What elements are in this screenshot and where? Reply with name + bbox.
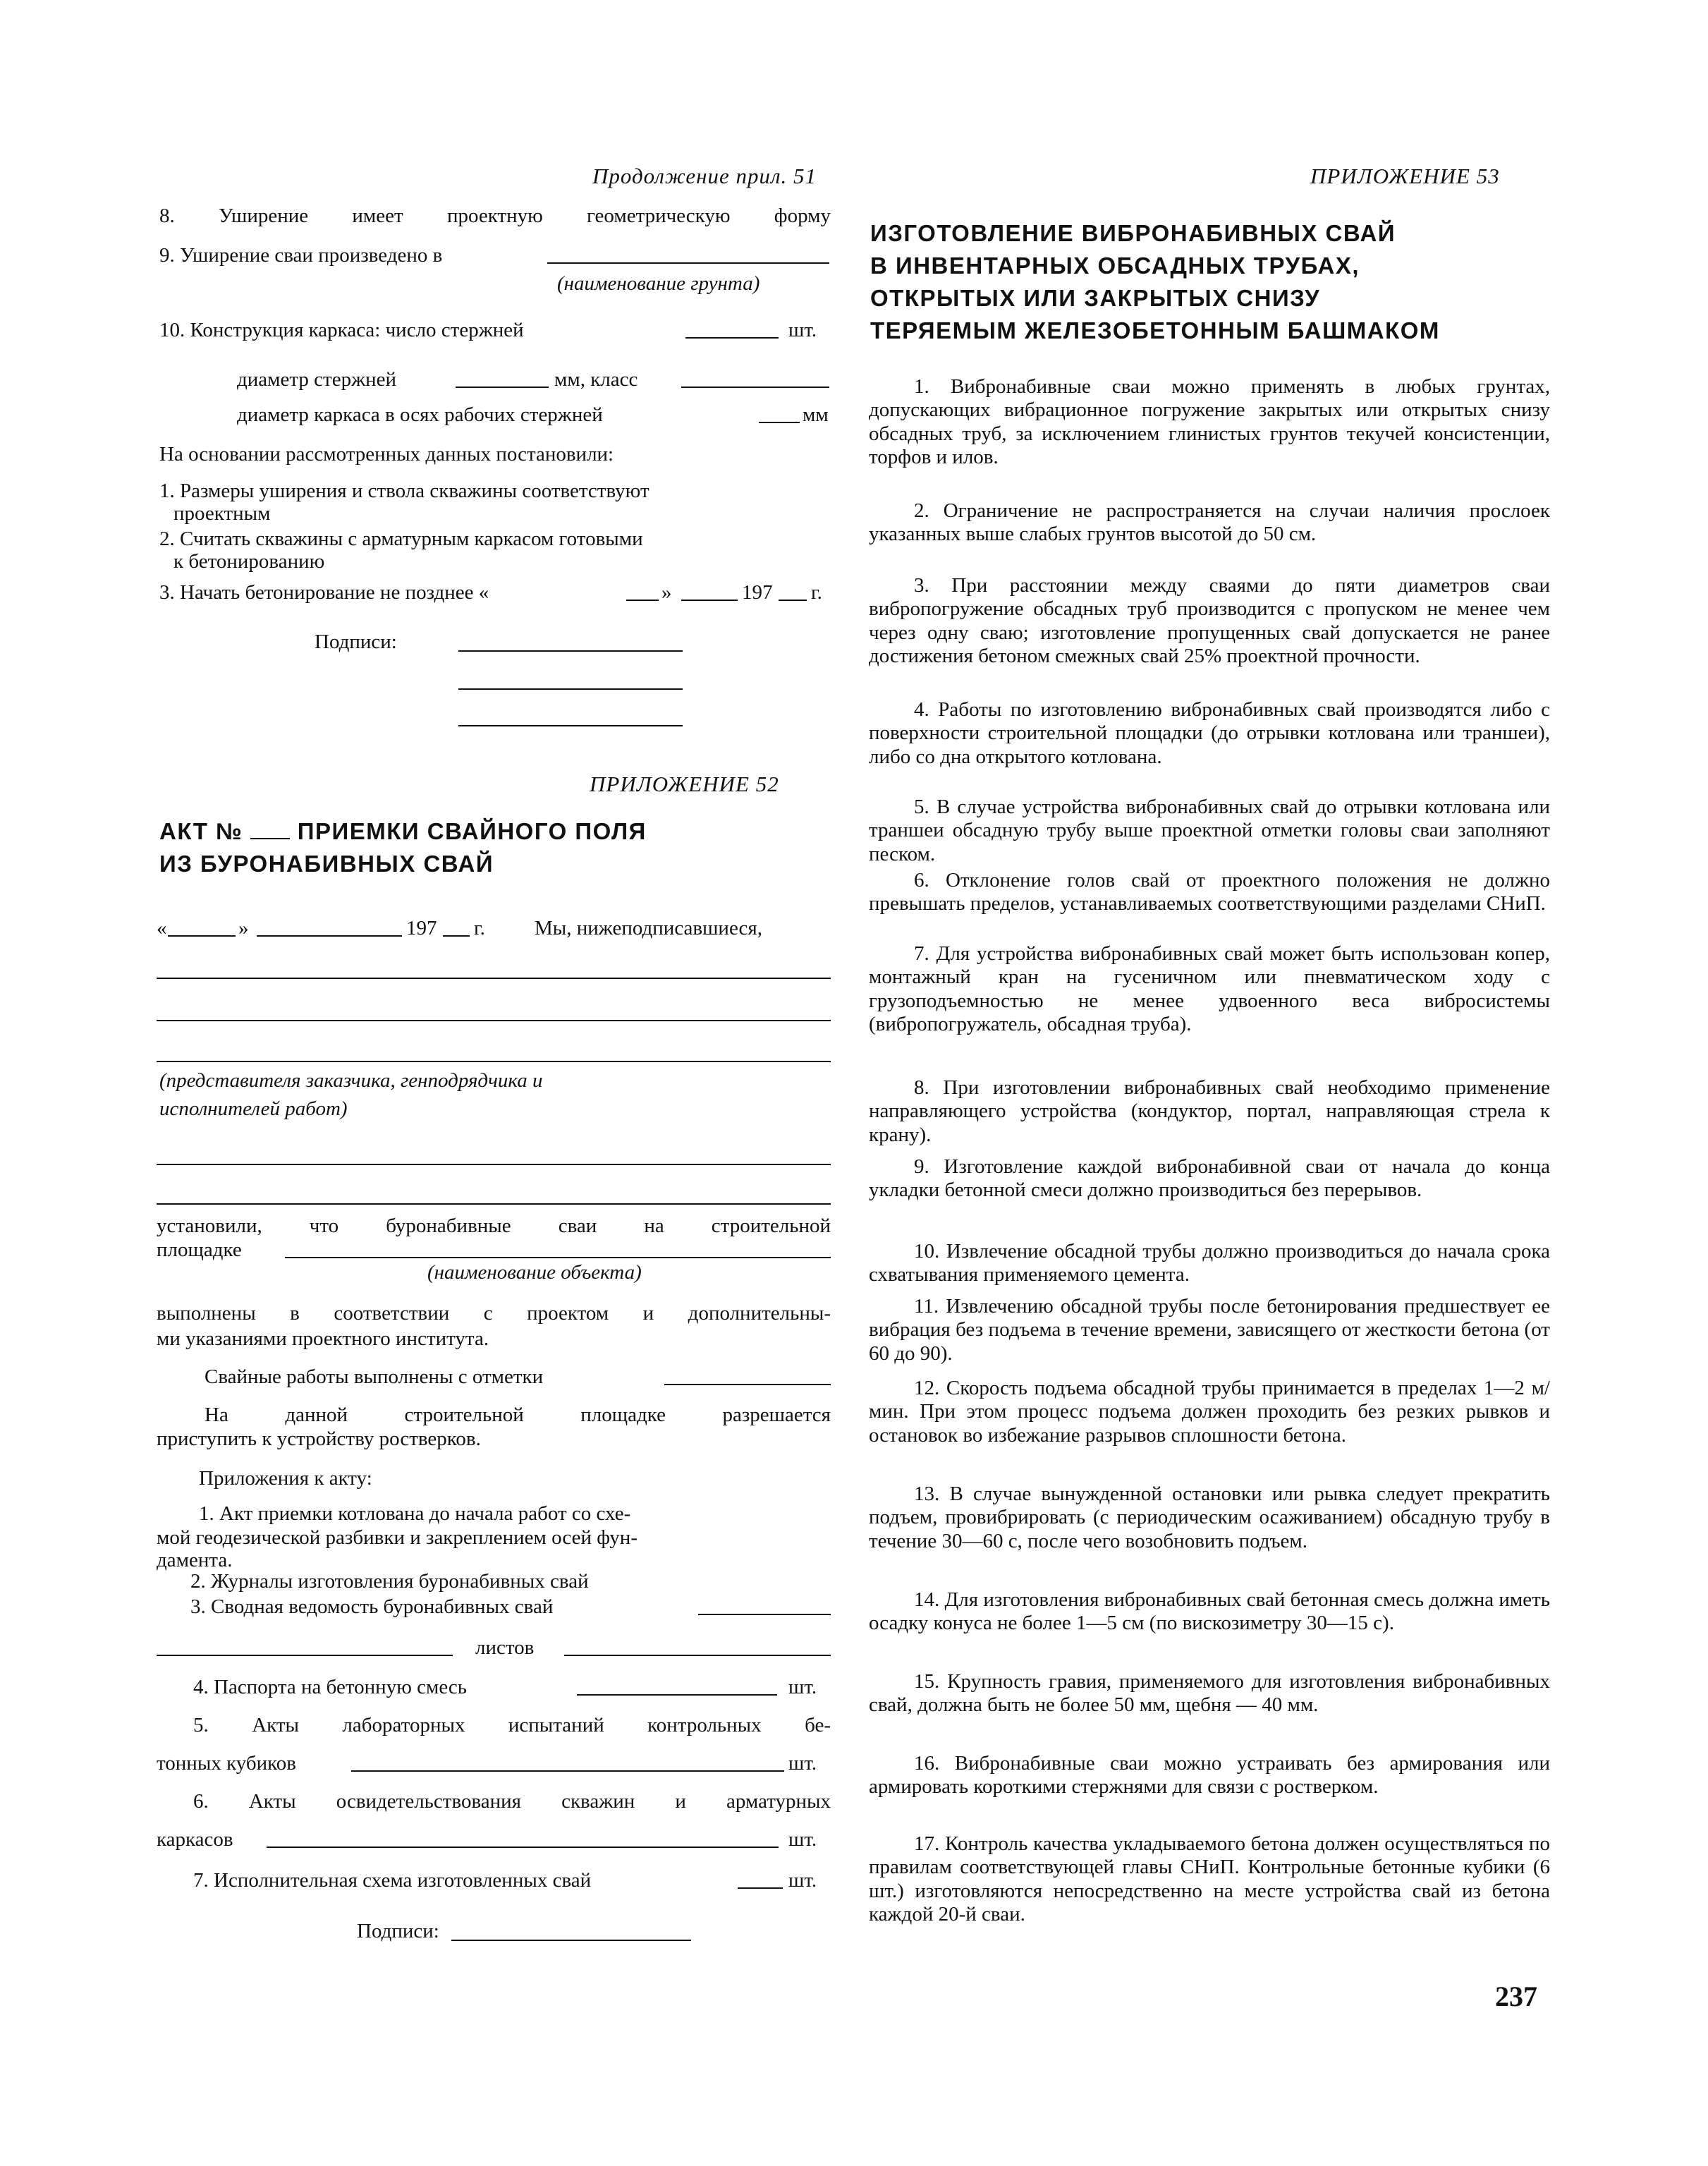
date-g: г. [474, 917, 485, 939]
unit-sht-5: шт. [788, 1752, 817, 1775]
paragraph-8: 8. При изготовлении вибронабивных свай необходимо применение направляющего устройства (кондуктор, портал, направляющая стрела к крану). [869, 1076, 1550, 1146]
object-note: (наименование объекта) [427, 1261, 642, 1284]
appendix-52-title-2: ИЗ БУРОНАБИВНЫХ СВАЙ [159, 851, 494, 877]
mm-class-label: мм, класс [554, 368, 638, 391]
appendix-53-title-2: В ИНВЕНТАРНЫХ ОБСАДНЫХ ТРУБАХ, [870, 253, 1360, 279]
annexes-header: Приложения к акту: [199, 1467, 372, 1490]
item-9-note: (наименование грунта) [557, 272, 760, 295]
representatives-line-2[interactable] [157, 1020, 831, 1021]
unit-sht-6: шт. [788, 1828, 817, 1851]
annex-1-line-1: 1. Акт приемки котлована до начала работ со схе- [199, 1502, 631, 1525]
date-month-blank[interactable] [257, 935, 402, 937]
established-line-2: площадке [157, 1239, 242, 1261]
continuation-header: Продолжение прил. 51 [592, 164, 817, 188]
date-year: 197 [406, 917, 437, 939]
undersigned-text: Мы, нижеподписавшиеся, [535, 917, 763, 939]
frame-diameter-blank[interactable] [759, 422, 800, 423]
appendix-53-title-1: ИЗГОТОВЛЕНИЕ ВИБРОНАБИВНЫХ СВАЙ [870, 220, 1396, 246]
annex-2: 2. Журналы изготовления буронабивных свай [190, 1570, 589, 1593]
annex-4: 4. Паспорта на бетонную смесь [193, 1676, 468, 1698]
date-year-blank[interactable] [443, 935, 470, 937]
site-name-blank[interactable] [285, 1257, 831, 1258]
permit-line-1: На данной строительной площадке разрешается [205, 1404, 831, 1426]
act-number-label: АКТ № [159, 818, 243, 844]
decision-3-year: 197 [742, 581, 773, 604]
representatives-line-1[interactable] [157, 978, 831, 979]
paragraph-2: 2. Ограничение не распространяется на случаи наличия прослоек указанных выше слабых грунтов высотой до 50 см. [869, 499, 1550, 546]
performed-line-1: выполнены в соответствии с проектом и дополнительны- [157, 1302, 831, 1325]
annex-1-line-3: дамента. [157, 1549, 233, 1571]
date-open-quote: « [157, 917, 167, 939]
decision-2: 2. Считать скважины с арматурным каркасом готовыми [159, 528, 643, 550]
representatives-line-5[interactable] [157, 1203, 831, 1205]
decision-header: На основании рассмотренных данных постановили: [159, 443, 614, 466]
paragraph-14: 14. Для изготовления вибронабивных свай бетонная смесь должна иметь осадку конуса не более 1—5 см (по вискозиметру 30—15 с). [869, 1588, 1550, 1635]
act-title-rest: ПРИЕМКИ СВАЙНОГО ПОЛЯ [297, 818, 647, 844]
representatives-line-4[interactable] [157, 1164, 831, 1165]
decision-3-year-blank[interactable] [779, 600, 807, 601]
paragraph-7: 7. Для устройства вибронабивных свай может быть использован копер, монтажный кран на гусеничном или пневматическом ходу с грузоподъемностью не менее удвоенного веса вибросистемы (вибропогружатель, обсадная труба). [869, 942, 1550, 1036]
annex-7: 7. Исполнительная схема изготовленных свай [193, 1869, 592, 1892]
decision-2-cont: к бетонированию [173, 550, 325, 573]
signatures-label: Подписи: [315, 631, 397, 653]
frame-diameter-label: диаметр каркаса в осях рабочих стержней [237, 403, 603, 426]
paragraph-11: 11. Извлечению обсадной трубы после бетонирования предшествует ее вибрация без подъема в течение времени, зависящего от жесткости бетона (от 60 до 90). [869, 1295, 1550, 1365]
item-10-label: 10. Конструкция каркаса: число стержней [159, 319, 524, 341]
mm-label: мм [803, 403, 829, 426]
paragraph-13: 13. В случае вынужденной остановки или рывка следует прекратить подъем, провибрировать (с периодическим осаживанием) обсадную трубу в течение 30—60 с, после чего возобновить подъем. [869, 1483, 1550, 1552]
representatives-note-2: исполнителей работ) [159, 1097, 348, 1120]
rod-count-blank[interactable] [685, 337, 779, 339]
annex-4-blank[interactable] [577, 1694, 777, 1696]
unit-sht-4: шт. [788, 1676, 817, 1698]
annex-6-line-2: каркасов [157, 1828, 233, 1851]
paragraph-4: 4. Работы по изготовлению вибронабивных свай производятся либо с поверхности строительной площадки (до отрывки котлована или траншеи), либо со дна открытого котлована. [869, 698, 1550, 768]
decision-3-day-blank[interactable] [626, 600, 659, 601]
signature-line-2[interactable] [458, 688, 683, 690]
paragraph-9: 9. Изготовление каждой вибронабивной сваи от начала до конца укладки бетонной смеси должно производиться без перерывов. [869, 1155, 1550, 1202]
appendix-53-title-4: ТЕРЯЕМЫМ ЖЕЛЕЗОБЕТОННЫМ БАШМАКОМ [870, 317, 1440, 343]
decision-3-month-blank[interactable] [681, 600, 738, 601]
annex-5-line-1: 5. Акты лабораторных испытаний контрольных бе- [193, 1714, 831, 1736]
paragraph-12: 12. Скорость подъема обсадной трубы принимается в пределах 1—2 м/мин. При этом процесс подъема должен проходить без резких рывков и остановок во избежание разрывов сплошности бетона. [869, 1377, 1550, 1447]
date-day-blank[interactable] [168, 935, 236, 937]
rod-diameter-label: диаметр стержней [237, 368, 397, 391]
representatives-line-3[interactable] [157, 1061, 831, 1062]
annex-3-blank[interactable] [698, 1614, 831, 1615]
paragraph-17: 17. Контроль качества укладываемого бетона должен осуществляться по правилам соответствующей главы СНиП. Контрольные бетонные кубики (6 шт.) изготовляются непосредственно на месте устройства свай из бетона каждой 20-й сваи. [869, 1832, 1550, 1926]
paragraph-16: 16. Вибронабивные сваи можно устраивать без армирования или армировать короткими стержнями для связи с ростверком. [869, 1752, 1550, 1799]
act-number-blank[interactable] [250, 821, 290, 839]
item-9-label: 9. Уширение сваи произведено в [159, 244, 443, 267]
appendix-53-label: ПРИЛОЖЕНИЕ 53 [1310, 164, 1500, 188]
decision-1: 1. Размеры уширения и ствола скважины соответствуют [159, 480, 649, 502]
date-close-quote: » [238, 917, 249, 939]
annex-6-line-1: 6. Акты освидетельствования скважин и арматурных [193, 1790, 831, 1813]
appendix-52-title-1 [159, 815, 647, 848]
paragraph-6: 6. Отклонение голов свай от проектного положения не должно превышать пределов, устанавливаемых соответствующими разделами СНиП. [869, 869, 1550, 915]
decision-3: 3. Начать бетонирование не позднее « [159, 581, 489, 604]
paragraph-5: 5. В случае устройства вибронабивных свай до отрывки котлована или траншеи обсадную трубу выше проектной отметки головы сваи заполняют песком. [869, 796, 1550, 865]
page-number: 237 [1495, 1981, 1537, 2012]
paragraph-10: 10. Извлечение обсадной трубы должно производиться до начала срока схватывания применяемого цемента. [869, 1240, 1550, 1286]
signature-line-final[interactable] [451, 1940, 691, 1941]
annex-7-blank[interactable] [738, 1887, 783, 1889]
pile-mark-label: Свайные работы выполнены с отметки [205, 1365, 544, 1388]
decision-3-quote: » [661, 581, 672, 604]
annex-3: 3. Сводная ведомость буронабивных свай [190, 1595, 554, 1618]
annex-1-line-2: мой геодезической разбивки и закреплением осей фун- [157, 1526, 638, 1549]
annex-5-blank[interactable] [351, 1770, 784, 1772]
signature-line-3[interactable] [458, 725, 683, 726]
appendix-52-label: ПРИЛОЖЕНИЕ 52 [590, 772, 779, 796]
annex-6-blank[interactable] [267, 1846, 779, 1848]
sheets-label: листов [475, 1636, 535, 1659]
signature-line-1[interactable] [458, 650, 683, 652]
established-line-1: установили, что буронабивные сваи на строительной [157, 1215, 831, 1237]
decision-1-cont: проектным [173, 502, 271, 525]
performed-line-2: ми указаниями проектного института. [157, 1327, 489, 1350]
item-9-blank[interactable] [547, 262, 829, 264]
signatures-label-2: Подписи: [357, 1920, 439, 1942]
unit-sht-7: шт. [788, 1869, 817, 1892]
sheets-count-blank[interactable] [157, 1655, 453, 1656]
paragraph-15: 15. Крупность гравия, применяемого для изготовления вибронабивных свай, должна быть не более 50 мм, щебня — 40 мм. [869, 1670, 1550, 1717]
pile-mark-blank[interactable] [664, 1384, 831, 1385]
rod-diameter-blank[interactable] [456, 387, 549, 388]
appendix-53-title-3: ОТКРЫТЫХ ИЛИ ЗАКРЫТЫХ СНИЗУ [870, 285, 1321, 311]
unit-sht-1: шт. [788, 319, 817, 341]
representatives-note-1: (представителя заказчика, генподрядчика и [159, 1069, 543, 1092]
item-8: 8. Уширение имеет проектную геометрическую форму [159, 205, 831, 227]
sheets-blank[interactable] [564, 1655, 831, 1656]
paragraph-3: 3. При расстоянии между сваями до пяти диаметров сваи вибропогружение обсадных труб производится с пропуском не менее чем через одну сваю; изготовление пропущенных свай допускается не ранее достижения бетоном смежных свай 25% проектной прочности. [869, 574, 1550, 668]
permit-line-2: приступить к устройству ростверков. [157, 1428, 481, 1450]
paragraph-1: 1. Вибронабивные сваи можно применять в любых грунтах, допускающих вибрационное погружение закрытых или открытых снизу обсадных труб, за исключением глинистых грунтов текучей консистенции, торфов и илов. [869, 375, 1550, 469]
class-blank[interactable] [681, 387, 829, 388]
decision-3-g: г. [811, 581, 822, 604]
annex-5-line-2: тонных кубиков [157, 1752, 296, 1775]
